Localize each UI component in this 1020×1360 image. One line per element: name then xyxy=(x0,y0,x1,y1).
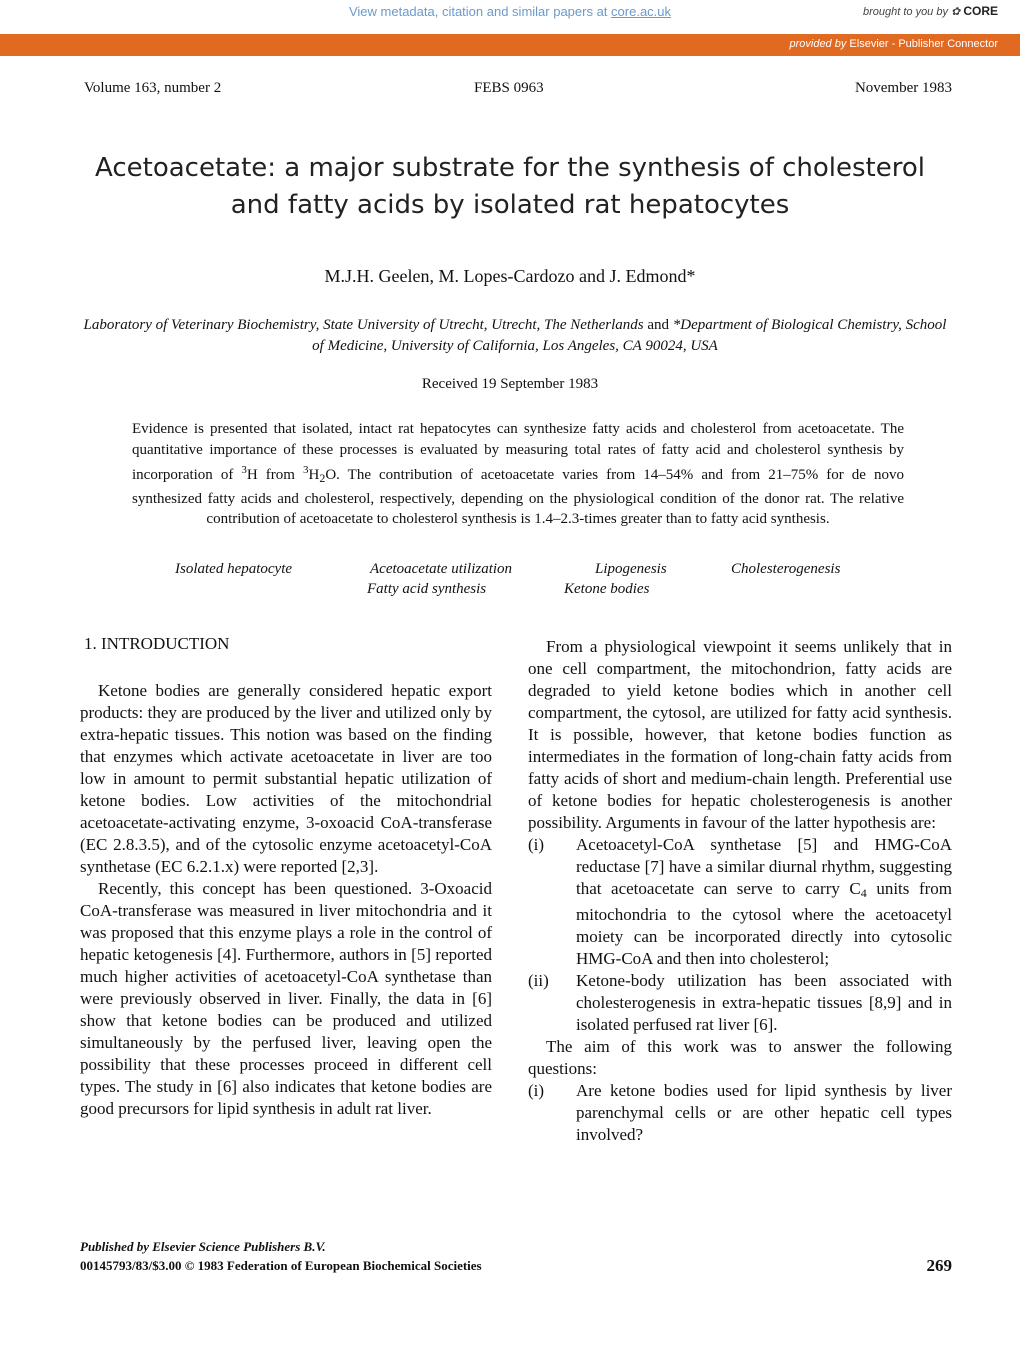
core-header xyxy=(0,0,1020,34)
copyright-line: 00145793/83/$3.00 © 1983 Federation of European Biochemical Societies xyxy=(80,1258,482,1273)
keyword: Lipogenesis xyxy=(595,561,667,577)
volume-info: Volume 163, number 2 xyxy=(84,80,222,96)
keyword: Fatty acid synthesis xyxy=(367,581,487,597)
provider-text[interactable]: provided by Elsevier - Publisher Connector xyxy=(789,38,998,50)
core-metadata-link[interactable]: View metadata, citation and similar papers at core.ac.uk xyxy=(348,4,672,19)
right-column xyxy=(528,636,952,1146)
received-date: Received 19 September 1983 xyxy=(421,376,599,392)
keyword: Cholesterogenesis xyxy=(731,561,841,577)
section-heading: 1. INTRODUCTION xyxy=(84,634,230,653)
page-number: 269 xyxy=(926,1256,952,1275)
core-site-link[interactable]: core.ac.uk xyxy=(611,4,672,19)
authors: M.J.H. Geelen, M. Lopes-Cardozo and J. Edmond* xyxy=(324,266,696,286)
brought-to-you: brought to you by ✿ CORE xyxy=(862,4,998,18)
paragraph: From a physiological viewpoint it seems unlikely that in one cell compartment, the mitochondrion, fatty acids are degraded to yield ketone bodies which in another cell compartment, the cytosol, are utilized for fatty acid synthesis. It is possible, however, that ketone bodies function as intermediates in the formation of long-chain fatty acids from fatty acids of short and medium-chain length. Preferential use of ketone bodies for hepatic cholesterogenesis is another possibility. Arguments in favour of the latter hypothesis are: xyxy=(528,637,952,832)
left-column xyxy=(80,680,492,1120)
publisher-line: Published by Elsevier Science Publishers B.V. xyxy=(80,1239,326,1254)
paragraph: Ketone bodies are generally considered hepatic export products: they are produced by the liver and utilized only by extra-hepatic tissues. This notion was based on the finding that enzymes which activate acetoacetate in liver are too low in amount to permit substantial hepatic utilization of ketone bodies. Low activities of the mitochondrial acetoacetate-activating enzyme, 3-oxoacid CoA-transferase (EC 2.8.3.5), and of the cytosolic enzyme acetoacetyl-CoA synthetase (EC 6.2.1.x) were reported [2,3]. xyxy=(80,681,492,876)
paragraph: Recently, this concept has been questioned. 3-Oxoacid CoA-transferase was measured in liver mitochondria and it was proposed that this enzyme plays a role in the control of hepatic ketogenesis [4]. Furthermore, authors in [5] reported much higher activities of acetoacetyl-CoA synthetase than were previously observed in liver. Finally, the data in [6] show that ketone bodies can be produced and utilized simultaneously by the perfused liver, leaving open the possibility that these processes proceed in different cell types. The study in [6] also indicates that ketone bodies are good precursors for lipid synthesis in adult rat liver. xyxy=(80,879,492,1118)
abstract: Evidence is presented that isolated, intact rat hepatocytes can synthesize fatty acids and cholesterol from acetoacetate. The quantitative importance of these processes is evaluated by measuring total rates of fatty acid and cholesterol synthesis by incorporation of $^3$H from $^3H_2O$. The contribution of acetoacetate varies from 14–54% and from 21–75% for de novo synthesized fatty acids and cholesterol, respectively, depending on the physiological condition of the donor rat. The relative contribution of acetoacetate to cholesterol synthesis is 1.4–2.3-times greater than to fatty acid synthesis. xyxy=(132,421,904,527)
list-item: (i) Are ketone bodies used for lipid synthesis by liver parenchymal cells or are other hepatic cell types involved? xyxy=(528,1081,952,1144)
issue-date: November 1983 xyxy=(854,80,952,96)
affiliation: Laboratory of Veterinary Biochemistry, State University of Utrecht, Utrecht, The Netherlands and *Department of Biological Chemistry, School of Medicine, University of California, Los Angeles, CA 90024, USA xyxy=(83,317,947,354)
paper-title xyxy=(40,150,980,224)
core-logo-icon: ✿ xyxy=(951,6,961,18)
keyword: Isolated hepatocyte xyxy=(175,561,293,577)
list-item: (i) Acetoacetyl-CoA synthetase [5] and HMG-CoA reductase [7] have a similar diurnal rhythm, suggesting that acetoacetate can serve to carry $C_4$ units from mitochondria to the cytosol where the acetoacetyl moiety can be incorporated directly into cytosolic HMG-CoA and then into cholesterol; xyxy=(528,835,952,968)
paragraph: The aim of this work was to answer the following questions: xyxy=(528,1037,952,1078)
keyword: Ketone bodies xyxy=(564,581,650,597)
title-line-1: Acetoacetate: a major substrate for the synthesis of cholesterol xyxy=(95,153,925,183)
list-item: (ii) Ketone-body utilization has been associated with cholesterogenesis in extra-hepatic tissues [8,9] and in isolated perfused rat liver [6]. xyxy=(528,971,952,1034)
keyword: Acetoacetate utilization xyxy=(370,561,513,577)
core-logo-text: CORE xyxy=(963,4,998,18)
title-line-2: and fatty acids by isolated rat hepatocytes xyxy=(230,190,790,220)
febs-code: FEBS 0963 xyxy=(474,80,544,96)
